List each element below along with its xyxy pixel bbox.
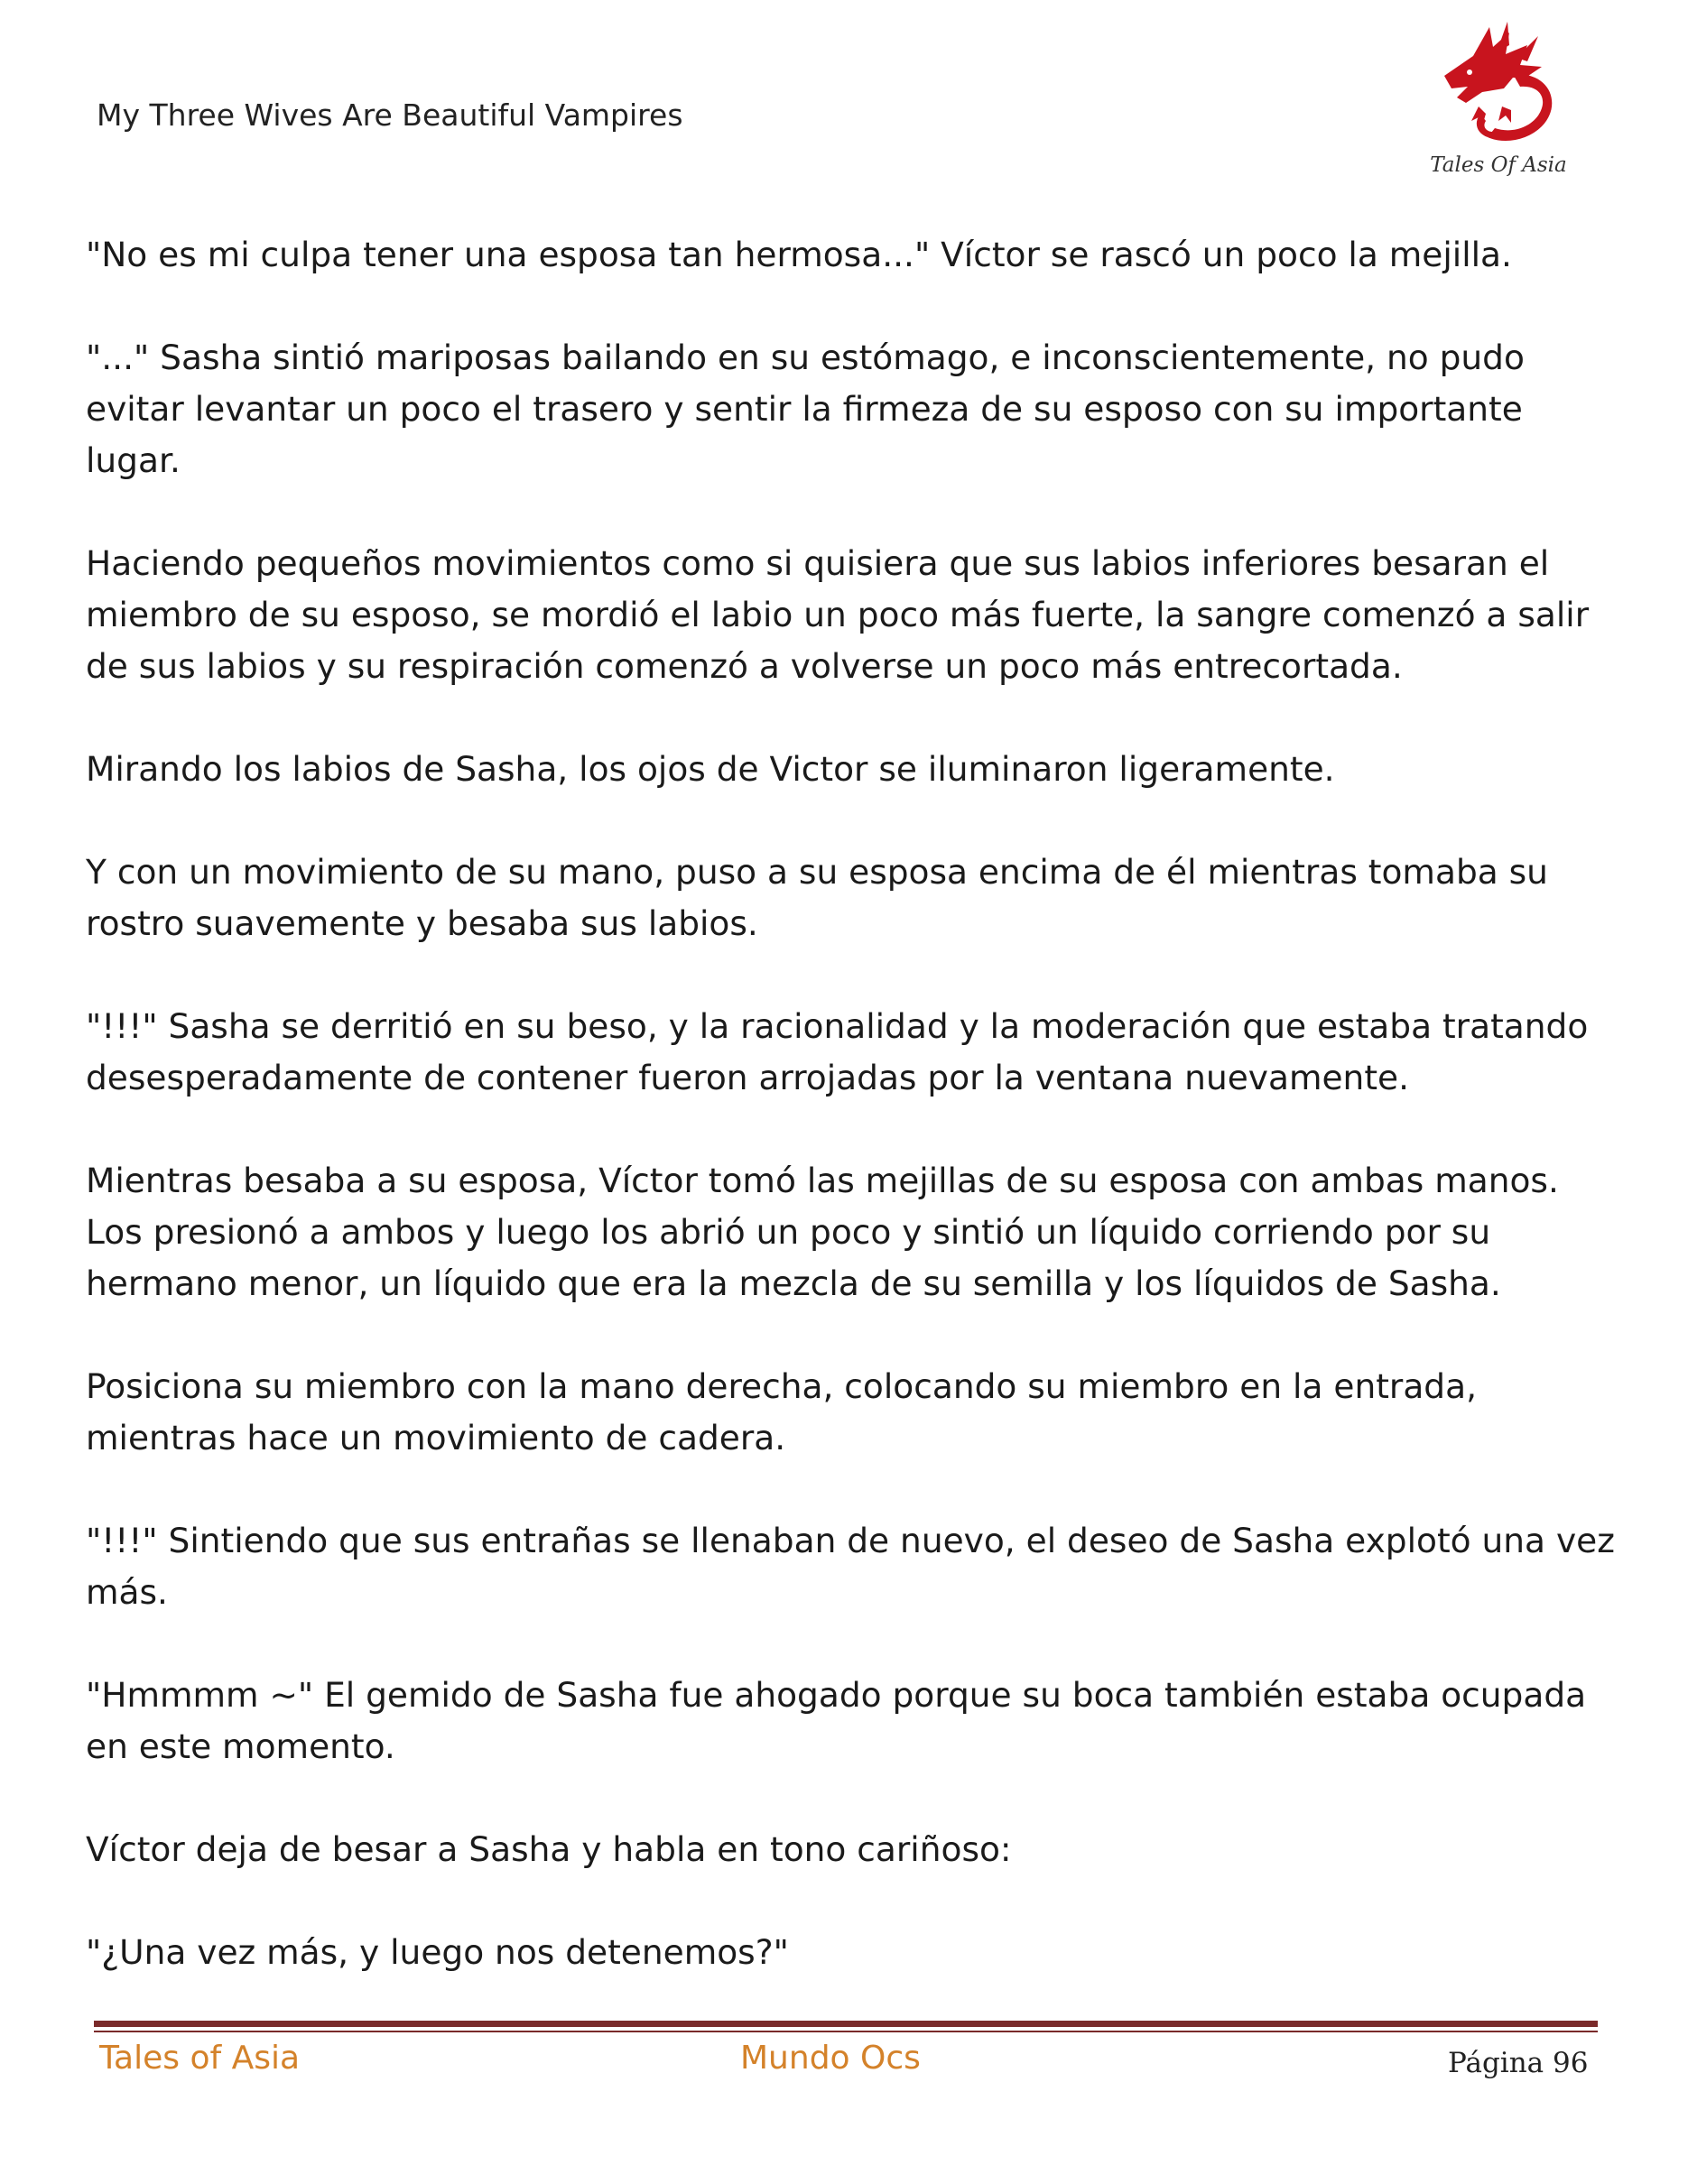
publisher-logo [1426, 20, 1571, 182]
red-dragon-icon [1426, 20, 1571, 155]
footer-rule-thin [94, 2031, 1598, 2032]
footer-publisher: Tales of Asia [99, 2040, 301, 2077]
paragraph: Mirando los labios de Sasha, los ojos de Victor se iluminaron ligeramente. [86, 749, 1335, 789]
page-number: Página 96 [1448, 2047, 1589, 2079]
footer-source: Mundo Ocs [740, 2040, 921, 2077]
paragraph: "¿Una vez más, y luego nos detenemos?" [86, 1932, 789, 1972]
book-title: My Three Wives Are Beautiful Vampires [97, 97, 683, 133]
paragraph: "Hmmmm ~" El gemido de Sasha fue ahogado porque su boca también estaba ocupada en este momento. [86, 1675, 1587, 1766]
footer-rule [94, 2021, 1598, 2027]
paragraph: "..." Sasha sintió mariposas bailando en su estómago, e inconscientemente, no pudo evitar levantar un poco el trasero y sentir la firmeza de su esposo con su importante lugar. [86, 338, 1525, 480]
chapter-body [86, 229, 1620, 2030]
paragraph: "!!!" Sintiendo que sus entrañas se llenaban de nuevo, el deseo de Sasha explotó una vez más. [86, 1521, 1615, 1612]
paragraph: Posiciona su miembro con la mano derecha, colocando su miembro en la entrada, mientras hace un movimiento de cadera. [86, 1366, 1478, 1458]
paragraph: Mientras besaba a su esposa, Víctor tomó las mejillas de su esposa con ambas manos. Los presionó a ambos y luego los abrió un poco y sintió un líquido corriendo por su hermano menor, un líquido que era la mezcla de su semilla y los líquidos de Sasha. [86, 1161, 1559, 1303]
paragraph: Haciendo pequeños movimientos como si quisiera que sus labios inferiores besaran el miembro de su esposo, se mordió el labio un poco más fuerte, la sangre comenzó a salir de sus labios y su respiración comenzó a volverse un poco más entrecortada. [86, 543, 1590, 686]
logo-text: Tales Of Asia [1430, 153, 1567, 177]
paragraph: Y con un movimiento de su mano, puso a su esposa encima de él mientras tomaba su rostro suavemente y besaba sus labios. [86, 852, 1548, 943]
paragraph: "No es mi culpa tener una esposa tan hermosa..." Víctor se rascó un poco la mejilla. [86, 235, 1512, 274]
paragraph: Víctor deja de besar a Sasha y habla en tono cariñoso: [86, 1829, 1012, 1869]
paragraph: "!!!" Sasha se derritió en su beso, y la racionalidad y la moderación que estaba tratando desesperadamente de contener fueron arrojadas por la ventana nuevamente. [86, 1006, 1589, 1097]
